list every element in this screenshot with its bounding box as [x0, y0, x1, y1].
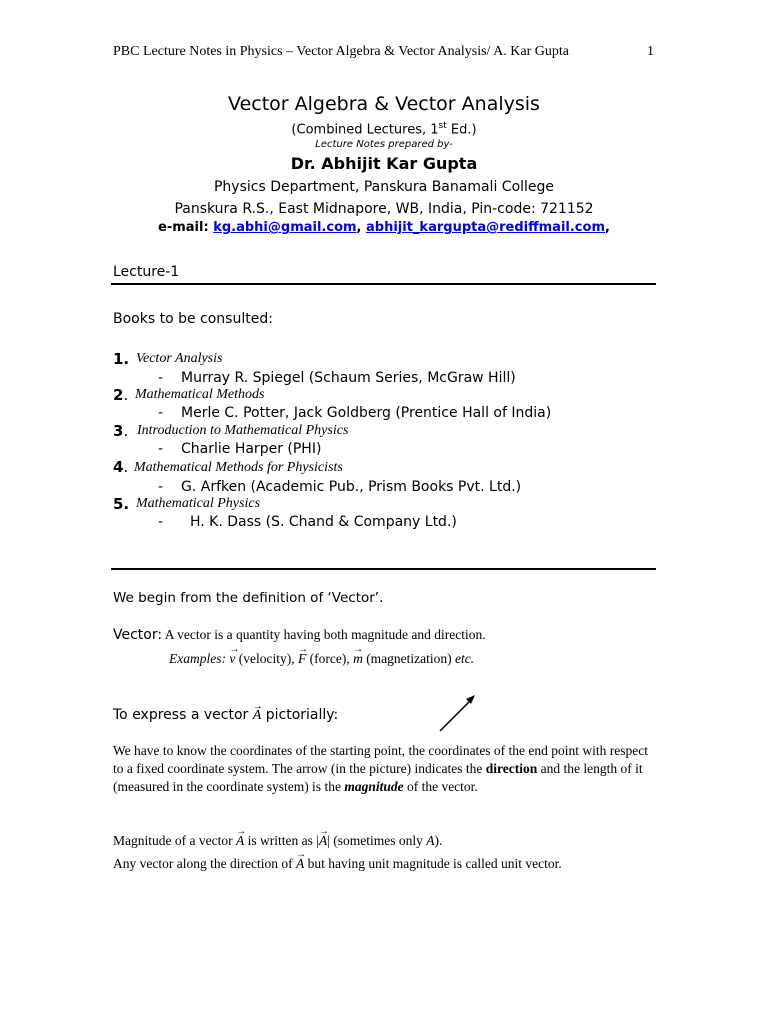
email-trail: ,	[605, 220, 610, 235]
force-text: (force),	[306, 651, 354, 666]
book-author-text: Murray R. Spiegel (Schaum Series, McGraw Hill)	[181, 370, 516, 386]
subtitle-superscript: st	[438, 121, 447, 131]
affiliation-line-1: Physics Department, Panskura Banamali College	[213, 179, 555, 195]
subtitle-text: (Combined Lectures, 1	[291, 122, 439, 138]
author-name: Dr. Abhijit Kar Gupta	[290, 154, 478, 173]
book-author: - Charlie Harper (PHI)	[158, 441, 322, 457]
book-title: Mathematical Methods	[135, 387, 265, 402]
vector-a-symbol: → A	[296, 855, 304, 873]
book-author: - G. Arfken (Academic Pub., Prism Books Pvt. Ltd.)	[158, 479, 522, 495]
book-author-text: G. Arfken (Academic Pub., Prism Books Pvt. Ltd.)	[181, 479, 522, 495]
subtitle	[0, 121, 768, 137]
magnetization-vector-symbol: → m	[353, 650, 363, 668]
etc-text: etc.	[455, 651, 475, 666]
magnitude-word: magnitude	[344, 779, 404, 794]
vector-a-symbol: → A	[253, 707, 262, 725]
book-author: - H. K. Dass (S. Chand & Company Ltd.)	[158, 514, 457, 530]
book-author-text: Charlie Harper (PHI)	[181, 441, 322, 457]
email-separator: ,	[356, 220, 367, 235]
vector-a-symbol: → A	[236, 832, 244, 850]
email-label: e-mail:	[158, 220, 214, 235]
force-vector-symbol: → F	[298, 650, 306, 668]
book-author-text: Merle C. Potter, Jack Goldberg (Prentice Hall of India)	[181, 405, 552, 421]
paragraph-text: of the vector.	[403, 779, 478, 794]
book-author: - Merle C. Potter, Jack Goldberg (Prentice Hall of India)	[158, 405, 552, 421]
running-header: PBC Lecture Notes in Physics – Vector Algebra & Vector Analysis/ A. Kar Gupta	[113, 44, 569, 59]
page-number: 1	[647, 44, 654, 59]
subtitle-text-end: Ed.)	[446, 122, 477, 138]
velocity-text: (velocity),	[235, 651, 298, 666]
direction-word: direction	[485, 761, 538, 776]
book-number-text: 3	[113, 422, 124, 440]
book-number: 2.	[113, 386, 129, 404]
pictorial-sentence	[113, 706, 338, 725]
pictorial-post: pictorially:	[261, 707, 339, 723]
book-number: 4.	[113, 458, 129, 476]
vector-arrow-icon	[436, 693, 480, 735]
intro-sentence: We begin from the definition of ‘Vector’.	[113, 590, 384, 606]
paragraph-text: and the length of it (measured in the coordinate system) is the	[113, 761, 643, 794]
book-number: 1.	[113, 350, 130, 368]
magnitude-pre: Magnitude of a vector	[113, 833, 236, 848]
explanation-paragraph	[113, 742, 658, 796]
magnitude-post: | (sometimes only	[327, 833, 427, 848]
book-number: 5.	[113, 495, 130, 513]
vector-label: Vector:	[113, 627, 163, 643]
lecture-heading: Lecture-1	[113, 264, 180, 280]
divider-rule	[111, 568, 656, 570]
paragraph-text: We have to know the coordinates of the starting point, the coordinates of the end point with respect to a fixed coordinate system. The arrow (in the picture) indicates the	[113, 743, 649, 776]
unit-post: but having unit magnitude is called unit vector.	[304, 856, 562, 871]
magnitude-sentence	[113, 832, 442, 850]
document-title: Vector Algebra & Vector Analysis	[228, 93, 540, 115]
book-number: 3.	[113, 422, 129, 440]
vector-examples	[169, 650, 474, 668]
vector-a-symbol: → A	[319, 832, 327, 850]
magnetization-text: (magnetization)	[362, 651, 456, 666]
examples-label: Examples:	[169, 651, 226, 666]
unit-vector-sentence	[113, 855, 562, 873]
book-author-text: H. K. Dass (S. Chand & Company Ltd.)	[190, 514, 457, 530]
divider-rule	[111, 283, 656, 285]
pictorial-pre: To express a vector	[113, 707, 253, 723]
magnitude-end: ).	[434, 833, 443, 848]
velocity-vector-symbol: → v	[229, 650, 235, 668]
magnitude-mid: is written as |	[244, 833, 319, 848]
book-number-text: 2	[113, 386, 124, 404]
books-heading: Books to be consulted:	[113, 311, 273, 327]
email-link-1[interactable]: kg.abhi@gmail.com	[213, 220, 357, 235]
email-row	[0, 220, 768, 235]
book-number-text: 4	[113, 458, 124, 476]
book-title: Mathematical Physics	[136, 496, 261, 511]
book-title: Vector Analysis	[136, 351, 223, 366]
scalar-a-symbol: A	[426, 833, 435, 848]
email-link-2[interactable]: abhijit_kargupta@rediffmail.com	[366, 220, 605, 235]
book-title: Mathematical Methods for Physicists	[134, 460, 343, 475]
vector-definition-text: A vector is a quantity having both magnitude and direction.	[162, 627, 486, 642]
prepared-by: Lecture Notes prepared by-	[315, 139, 453, 150]
affiliation-line-2: Panskura R.S., East Midnapore, WB, India, Pin-code: 721152	[174, 201, 594, 217]
book-title: Introduction to Mathematical Physics	[137, 423, 349, 438]
book-author: - Murray R. Spiegel (Schaum Series, McGraw Hill)	[158, 370, 516, 386]
unit-pre: Any vector along the direction of	[113, 856, 296, 871]
